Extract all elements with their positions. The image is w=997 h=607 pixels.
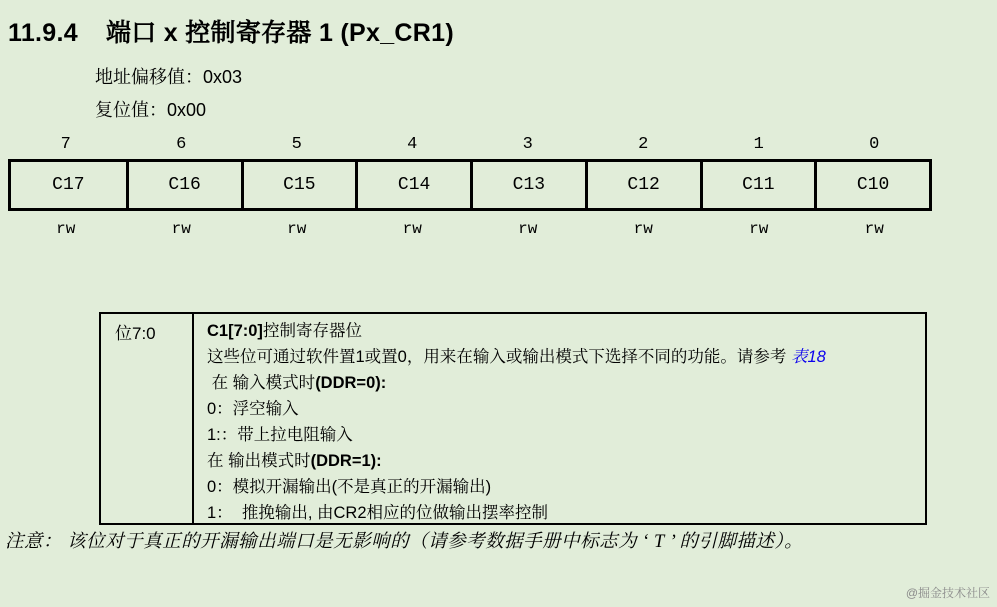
bit-number: 0 [869, 135, 880, 154]
description-line [207, 370, 917, 396]
section-title: 端口 x 控制寄存器 1 (Px_CR1) [105, 19, 454, 47]
bit-description-cell [194, 314, 925, 523]
description-line: 0：浮空输入 [207, 400, 299, 418]
bit-access: rw [749, 220, 769, 238]
bit-number-row [8, 135, 932, 154]
bit-access: rw [864, 220, 884, 238]
bit-number: 6 [176, 135, 187, 154]
bit-number: 2 [638, 135, 649, 154]
section-number: 11.9.4 [8, 19, 78, 47]
bit-cell: C14 [355, 162, 470, 208]
reset-value-line: 复位值：0x00 [95, 100, 207, 120]
bit-cell: C17 [52, 175, 85, 195]
register-bitfield [8, 135, 932, 238]
bit-access: rw [633, 220, 653, 238]
address-offset-line: 地址偏移值：0x03 [95, 67, 243, 87]
bit-cell-row [8, 159, 932, 211]
table18-link[interactable]: 表18 [790, 348, 826, 366]
bit-cell: C12 [585, 162, 700, 208]
bit-cell: C16 [126, 162, 241, 208]
bit-cell: C11 [700, 162, 815, 208]
bit-access: rw [287, 220, 307, 238]
page-title [8, 13, 454, 49]
description-line [207, 344, 917, 370]
bit-access: rw [518, 220, 538, 238]
bit-number: 5 [291, 135, 302, 154]
bit-number: 3 [522, 135, 533, 154]
description-line: 0：模拟开漏输出(不是真正的开漏输出) [207, 478, 492, 496]
bit-access: rw [402, 220, 422, 238]
description-line [207, 318, 917, 344]
bit-cell: C10 [814, 162, 929, 208]
description-text: 在 输出模式时 [207, 452, 311, 470]
description-text: 这些位可通过软件置1或置0，用来在输入或输出模式下选择不同的功能。请参考 [207, 348, 791, 366]
footnote: 注意： 该位对于真正的开漏输出端口是无影响的（请参考数据手册中标志为 ‘ T ’ 的引脚描述）。 [5, 532, 804, 552]
register-bit-name: C1[7:0] [207, 322, 263, 340]
bit-number: 1 [753, 135, 764, 154]
description-line [207, 448, 917, 474]
description-line: 1:：带上拉电阻输入 [207, 426, 353, 444]
bit-access-row [8, 220, 932, 238]
bit-number: 4 [407, 135, 418, 154]
ddr1-label: (DDR=1): [310, 452, 382, 470]
bit-cell: C15 [241, 162, 356, 208]
bit-cell: C13 [470, 162, 585, 208]
ddr0-label: (DDR=0): [315, 374, 387, 392]
watermark: @掘金技术社区 [905, 586, 990, 600]
bit-access: rw [171, 220, 191, 238]
bit-range-cell: 位7:0 [101, 314, 194, 523]
bit-number: 7 [60, 135, 71, 154]
bit-description-box [99, 312, 927, 525]
bit-access: rw [56, 220, 76, 238]
description-text: 控制寄存器位 [262, 322, 362, 340]
description-line: 1： 推挽输出, 由CR2相应的位做输出摆率控制 [207, 504, 549, 522]
description-text: 在 输入模式时 [207, 374, 316, 392]
